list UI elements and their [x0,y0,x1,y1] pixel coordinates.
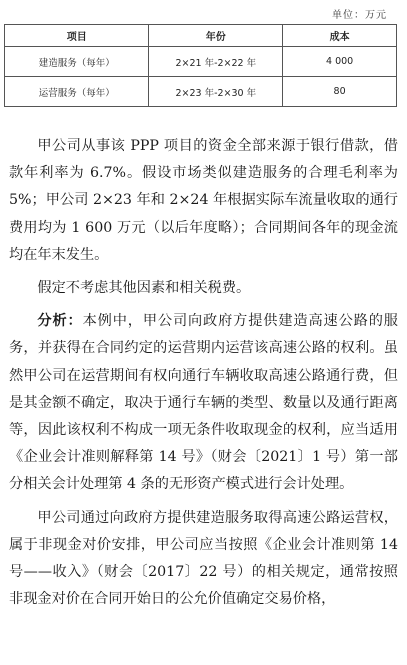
body-text [9,133,398,619]
paragraph-assumption: 假定不考虑其他因素和相关税费。 [37,280,251,297]
cell-item: 建造服务（每年） [5,47,149,77]
cell-item: 运营服务（每年） [5,77,149,107]
paragraph-financing: 甲公司从事该 PPP 项目的资金全部来源于银行借款，借款年利率为 6.7%。假设市场类似建造服务的合理毛利率为 5%；甲公司 2×23 年和 2×24 年根据实际车流量收取的通行费用均为 1 600 万元（以后年度略）；合同期间各年的现金流均在年末发生。 [9,138,398,263]
table-row [5,47,397,77]
analysis-text: 本例中，甲公司向政府方提供建造高速公路的服务，并获得在合同约定的运营期内运营该高速公路的权利。虽然甲公司在运营期间有权向通行车辆收取高速公路通行费，但是其金额不确定，取决于通行车辆的类型、数量以及通行距离等，因此该权利不构成一项无条件收取现金的权利，应当适用《企业会计准则解释第 14 号》（财会〔2021〕1 号）第一部分相关会计处理第 4 条的无形资产模式进行会计处理。 [9,313,398,493]
header-item: 项目 [5,25,149,47]
unit-label: 单位：万元 [332,10,387,21]
cell-cost: 80 [283,77,397,107]
table-header-row [5,25,397,47]
paragraph-non-cash: 甲公司通过向政府方提供建造服务取得高速公路运营权，属于非现金对价安排，甲公司应当按照《企业会计准则第 14 号——收入》（财会〔2017〕22 号）的相关规定，通常按照非现金对价在合同开始日的公允价值确定交易价格， [9,509,398,608]
table-row [5,77,397,107]
header-year: 年份 [149,25,283,47]
cell-year: 2×21 年-2×22 年 [149,47,283,77]
cell-year: 2×23 年-2×30 年 [149,77,283,107]
header-cost: 成本 [283,25,397,47]
paragraph-analysis [9,308,398,498]
cell-cost: 4 000 [283,47,397,77]
cost-table [4,24,397,107]
analysis-label: 分析： [37,313,83,330]
